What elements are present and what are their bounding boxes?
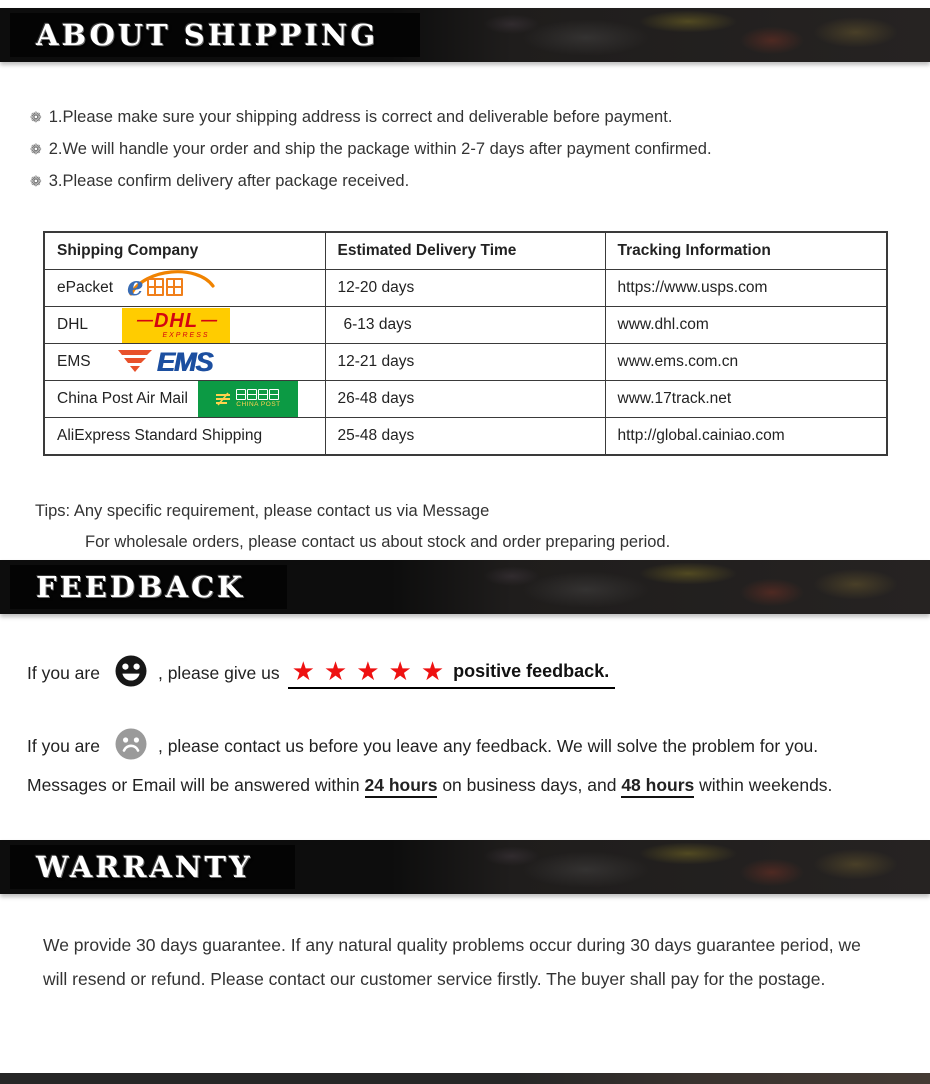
feedback-banner: [0, 560, 930, 614]
star-icon: ★: [291, 656, 315, 686]
shipping-note-3: [30, 172, 930, 191]
shipping-note-1: [30, 108, 930, 127]
warranty-text: We provide 30 days guarantee. If any natural quality problems occur during 30 days guarantee period, we will resend or refund. Please contact our customer service firstly. The buyer shall pay for the postage.: [43, 935, 861, 989]
shipping-note-3-text: 3.Please confirm delivery after package received.: [48, 172, 410, 190]
delivery-time: 12-21 days: [325, 344, 605, 381]
company-name: AliExpress Standard Shipping: [57, 427, 263, 444]
company-name: EMS: [57, 353, 91, 370]
feedback-line1-mid: , please give us: [157, 663, 280, 683]
positive-feedback-underlined: [288, 658, 616, 689]
star-icon: ★: [388, 656, 412, 686]
feedback-response-time-line: [27, 775, 930, 796]
shipping-note-2-text: 2.We will handle your order and ship the package within 2-7 days after payment confirmed.: [48, 140, 712, 158]
feedback-banner-title-box: [10, 565, 287, 609]
delivery-time: 26-48 days: [325, 381, 605, 418]
feedback-positive-line: [27, 654, 930, 693]
table-row-dhl: [44, 307, 887, 344]
company-name: China Post Air Mail: [57, 390, 188, 407]
shipping-table-header-row: [44, 232, 887, 270]
company-name: DHL: [57, 316, 89, 333]
col-header-delivery-time: Estimated Delivery Time: [325, 232, 605, 270]
tracking-url: http://global.cainiao.com: [605, 418, 887, 456]
warranty-banner: [0, 840, 930, 894]
next-section-banner-edge: [0, 1073, 930, 1084]
tracking-url: https://www.usps.com: [605, 270, 887, 307]
delivery-time: 6-13 days: [325, 307, 605, 344]
star-icon: ★: [356, 656, 380, 686]
china-post-en-text: CHINA POST: [236, 401, 281, 409]
table-row-aliexpress: [44, 418, 887, 456]
tips-line-1: Tips: Any specific requirement, please contact us via Message: [35, 502, 490, 520]
flower-bullet-icon: ❁: [30, 141, 42, 157]
feedback-line1-prefix: If you are: [27, 663, 100, 683]
hours-48-highlight: 48 hours: [621, 775, 694, 798]
epacket-logo-icon: [123, 270, 219, 306]
shipping-table: [43, 231, 888, 456]
shipping-banner: [0, 8, 930, 62]
shipping-banner-title: ABOUT SHIPPING: [36, 18, 379, 52]
company-name: ePacket: [57, 279, 114, 296]
epacket-logo-e: e: [127, 272, 144, 302]
tracking-url: www.ems.com.cn: [605, 344, 887, 381]
hours-24-highlight: 24 hours: [365, 775, 438, 798]
positive-feedback-text: positive feedback.: [453, 660, 610, 681]
flower-bullet-icon: ❁: [30, 109, 42, 125]
delivery-time: 12-20 days: [325, 270, 605, 307]
china-post-logo-icon: [198, 381, 298, 417]
sad-face-icon: [114, 727, 148, 766]
shipping-note-1-text: 1.Please make sure your shipping address is correct and deliverable before payment.: [48, 108, 673, 126]
table-row-epacket: [44, 270, 887, 307]
shipping-notes: [30, 108, 930, 191]
feedback-line3-part2: on business days, and: [437, 775, 622, 795]
warranty-banner-title-box: [10, 845, 295, 889]
table-row-ems: [44, 344, 887, 381]
star-icon: ★: [323, 656, 348, 686]
feedback-line2-rest: , please contact us before you leave any feedback. We will solve the problem for you.: [157, 736, 819, 756]
flower-bullet-icon: ❁: [30, 173, 42, 189]
feedback-negative-line: [27, 727, 930, 766]
tips-line-2: For wholesale orders, please contact us about stock and order preparing period.: [85, 533, 671, 551]
feedback-line2-prefix: If you are: [27, 736, 100, 756]
col-header-shipping-company: Shipping Company: [44, 232, 325, 270]
table-row-china-post: [44, 381, 887, 418]
col-header-tracking-info: Tracking Information: [605, 232, 887, 270]
shipping-note-2: [30, 140, 930, 159]
ems-logo-icon: EMS: [117, 349, 213, 376]
star-icon: ★: [420, 656, 445, 686]
delivery-time: 25-48 days: [325, 418, 605, 456]
dhl-logo-icon: — DHL — EXPRESS: [122, 308, 230, 343]
warranty-banner-title: WARRANTY: [36, 850, 253, 884]
china-post-cn-text: [236, 389, 280, 400]
feedback-banner-title: FEEDBACK: [36, 570, 246, 604]
happy-face-icon: [114, 654, 148, 693]
feedback-line3-part3: within weekends.: [694, 775, 833, 795]
shipping-banner-title-box: [10, 13, 420, 57]
tracking-url: www.dhl.com: [605, 307, 887, 344]
tracking-url: www.17track.net: [605, 381, 887, 418]
feedback-line3-part1: Messages or Email will be answered within: [27, 775, 365, 795]
